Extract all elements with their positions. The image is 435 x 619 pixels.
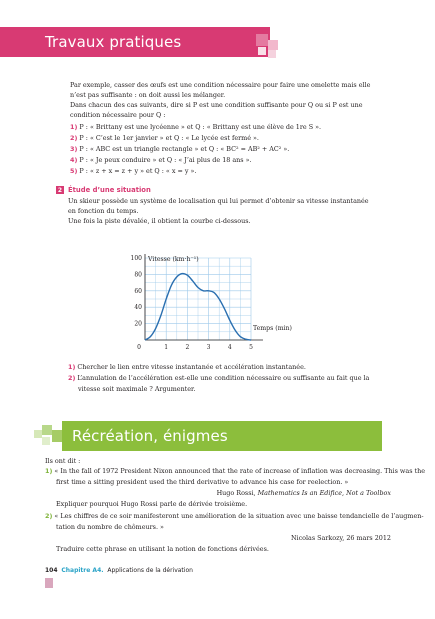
recreation-intro: Ils ont dit :	[45, 457, 81, 465]
chapter-title: Applications de la dérivation	[107, 567, 193, 574]
x-tick-label: 0	[137, 344, 141, 351]
y-tick-label: 80	[134, 271, 142, 279]
intro-item: 2) P : « C’est le 1er janvier » et Q : « Le lycée est fermé ».	[70, 134, 259, 142]
intro-item: 3) P : « ABC est un triangle rectangle » et Q : « BC² = AB² + AC² ».	[70, 145, 290, 153]
recreation-task: Expliquer pourquoi Hugo Rossi parle de dérivée troisième.	[56, 500, 248, 508]
question-item: vitesse soit maximale ? Argumenter.	[78, 385, 196, 393]
decor-square	[42, 437, 50, 445]
page-title: Travaux pratiques	[45, 33, 182, 51]
x-tick-label: 3	[206, 344, 211, 351]
footer-decor-square	[45, 578, 53, 588]
intro-line: Par exemple, casser des œufs est une condition nécessaire pour faire une omelette mais elle	[70, 81, 371, 89]
quote-author: Nicolas Sarkozy, 26 mars 2012	[290, 534, 391, 542]
chart-grid	[145, 258, 251, 340]
chapter-label: Chapitre A4.	[61, 567, 104, 574]
y-tick-label: 40	[134, 304, 142, 312]
y-tick-label: 60	[134, 287, 142, 295]
intro-line: n’est pas suffisante : on doit aussi les mélanger.	[70, 91, 226, 99]
section-number: 2	[57, 186, 63, 194]
section-line: Un skieur possède un système de localisation qui lui permet d’obtenir sa vitesse instantanée	[68, 197, 369, 205]
recreation-item: 2) « Les chiffres de ce soir manifesteront une amélioration de la situation avec une baisse tendancielle de l’augmen-	[45, 512, 424, 520]
intro-item: 1) P : « Brittany est une lycéenne » et Q : « Brittany est une élève de 1re S ».	[70, 123, 322, 131]
y-axis-label: Vitesse (km·h⁻¹)	[148, 256, 199, 263]
decor-square	[52, 430, 62, 442]
x-tick-label: 5	[249, 344, 253, 351]
recreation-banner	[62, 421, 382, 451]
recreation-line: tation du nombre de chômeurs. »	[56, 523, 164, 531]
intro-line: Dans chacun des cas suivants, dire si P est une condition suffisante pour Q ou si P est une	[70, 101, 363, 109]
page-number: 104	[45, 567, 58, 574]
x-tick-label: 2	[185, 344, 190, 351]
question-item: 1) Chercher le lien entre vitesse instantanée et accélération instantanée.	[68, 363, 306, 371]
y-tick-label: 100	[130, 255, 142, 262]
intro-item: 4) P : « Je peux conduire » et Q : « J’ai plus de 18 ans ».	[70, 156, 252, 164]
decor-square	[42, 425, 52, 435]
recreation-title: Récréation, énigmes	[72, 427, 228, 445]
y-tick-label: 20	[134, 320, 142, 328]
question-item: 2) L’annulation de l’accélération est-elle une condition nécessaire ou suffisante au fait que la	[68, 374, 370, 382]
x-tick-label: 4	[227, 344, 232, 351]
section-title: Étude d’une situation	[68, 186, 151, 194]
section-line: Une fois la piste dévalée, il obtient la courbe ci-dessous.	[68, 217, 251, 225]
quote-author: Hugo Rossi, Mathematics Is an Edifice, Not a Toolbox	[216, 489, 391, 497]
page-footer	[45, 567, 193, 574]
intro-item: 5) P : « z + x = z + y » et Q : « x = y ».	[70, 167, 197, 175]
chart-ticks	[131, 255, 254, 351]
decor-square	[34, 430, 42, 438]
x-tick-label: 1	[164, 344, 169, 351]
recreation-line: first time a sitting president used the third derivative to advance his case for reelection. »	[56, 478, 349, 486]
recreation-task: Traduire cette phrase en utilisant la notion de fonctions dérivées.	[56, 545, 269, 553]
chart-axes	[145, 254, 263, 340]
x-axis-label: Temps (min)	[253, 325, 292, 332]
recreation-item: 1) « In the fall of 1972 President Nixon announced that the rate of increase of inflation was decreasing. This was the	[45, 467, 425, 475]
section-line: en fonction du temps.	[68, 207, 139, 215]
intro-line: condition nécessaire pour Q :	[70, 111, 166, 119]
